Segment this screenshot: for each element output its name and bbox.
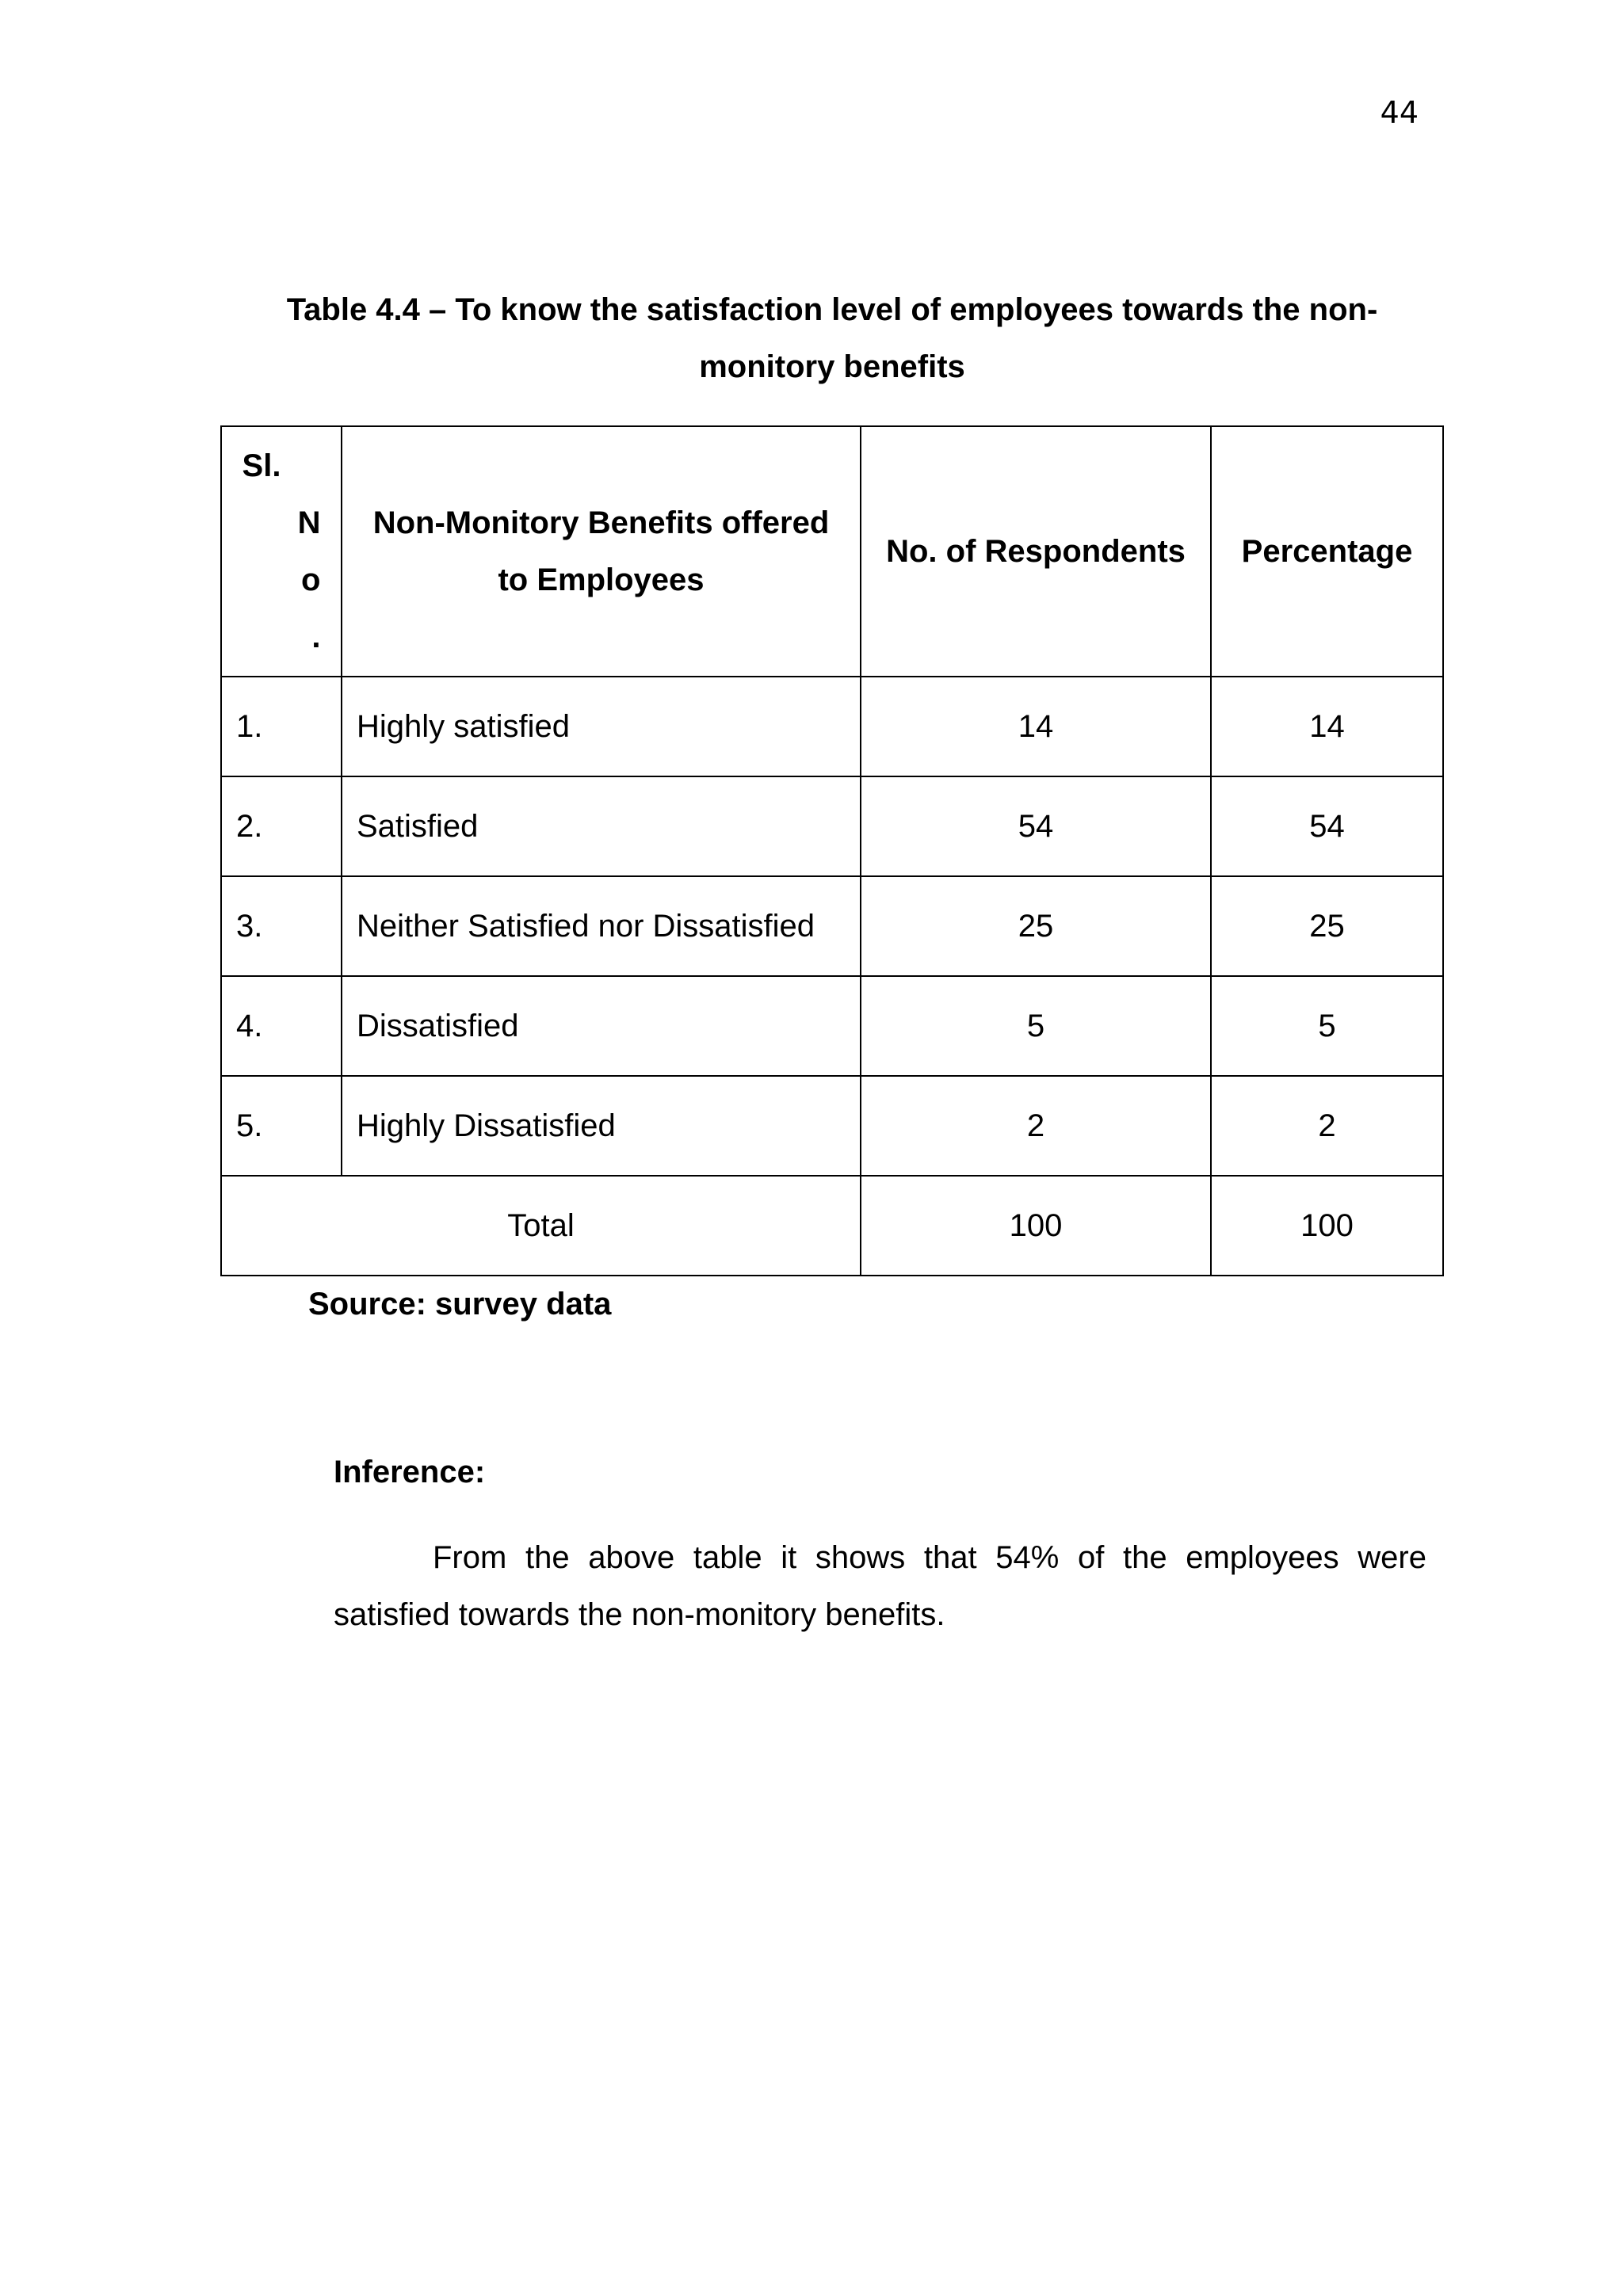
table-title xyxy=(222,281,1442,395)
sl-no-header xyxy=(221,426,342,677)
source-note: Source: survey data xyxy=(308,1287,612,1322)
sl-cell: 5. xyxy=(221,1076,342,1176)
respondents-cell: 5 xyxy=(861,976,1211,1076)
sl-no-header-part: N xyxy=(297,505,321,540)
table-row xyxy=(221,776,1443,876)
sl-cell: 3. xyxy=(221,876,342,976)
percentage-cell: 14 xyxy=(1211,677,1443,776)
satisfaction-table xyxy=(220,425,1444,1276)
respondents-cell: 2 xyxy=(861,1076,1211,1176)
table-row xyxy=(221,976,1443,1076)
respondents-header: No. of Respondents xyxy=(861,426,1211,677)
benefit-cell: Highly Dissatisfied xyxy=(342,1076,861,1176)
sl-no-header-part: o xyxy=(301,563,321,597)
benefit-cell: Highly satisfied xyxy=(342,677,861,776)
sl-no-header-part: . xyxy=(311,620,321,654)
respondents-cell: 54 xyxy=(861,776,1211,876)
benefit-header-text: Non-Monitory Benefits offered to Employees xyxy=(372,505,830,597)
inference-heading: Inference: xyxy=(334,1455,486,1489)
total-row xyxy=(221,1176,1443,1276)
table-row xyxy=(221,677,1443,776)
percentage-cell: 54 xyxy=(1211,776,1443,876)
total-percentage-cell: 100 xyxy=(1211,1176,1443,1276)
table-title-line2: monitory benefits xyxy=(699,349,965,384)
percentage-cell: 5 xyxy=(1211,976,1443,1076)
sl-cell: 2. xyxy=(221,776,342,876)
respondents-cell: 14 xyxy=(861,677,1211,776)
benefit-cell: Neither Satisfied nor Dissatisfied xyxy=(342,876,861,976)
respondents-cell: 25 xyxy=(861,876,1211,976)
sl-no-header-stack xyxy=(242,437,321,666)
benefit-cell: Satisfied xyxy=(342,776,861,876)
total-respondents-cell: 100 xyxy=(861,1176,1211,1276)
percentage-cell: 25 xyxy=(1211,876,1443,976)
sl-cell: 4. xyxy=(221,976,342,1076)
sl-cell: 1. xyxy=(221,677,342,776)
table-title-line1: Table 4.4 – To know the satisfaction level of employees towards the non- xyxy=(286,292,1378,327)
page-number: 44 xyxy=(1380,95,1419,130)
table-header-row xyxy=(221,426,1443,677)
table-row xyxy=(221,876,1443,976)
inference-paragraph: From the above table it shows that 54% of the employees were satisfied towards the non-monitory benefits. xyxy=(334,1540,1426,1632)
percentage-cell: 2 xyxy=(1211,1076,1443,1176)
benefit-header xyxy=(342,426,861,677)
total-label: Total xyxy=(221,1176,861,1276)
sl-no-header-part: Sl. xyxy=(242,448,281,483)
table-row xyxy=(221,1076,1443,1176)
percentage-header: Percentage xyxy=(1211,426,1443,677)
benefit-cell: Dissatisfied xyxy=(342,976,861,1076)
